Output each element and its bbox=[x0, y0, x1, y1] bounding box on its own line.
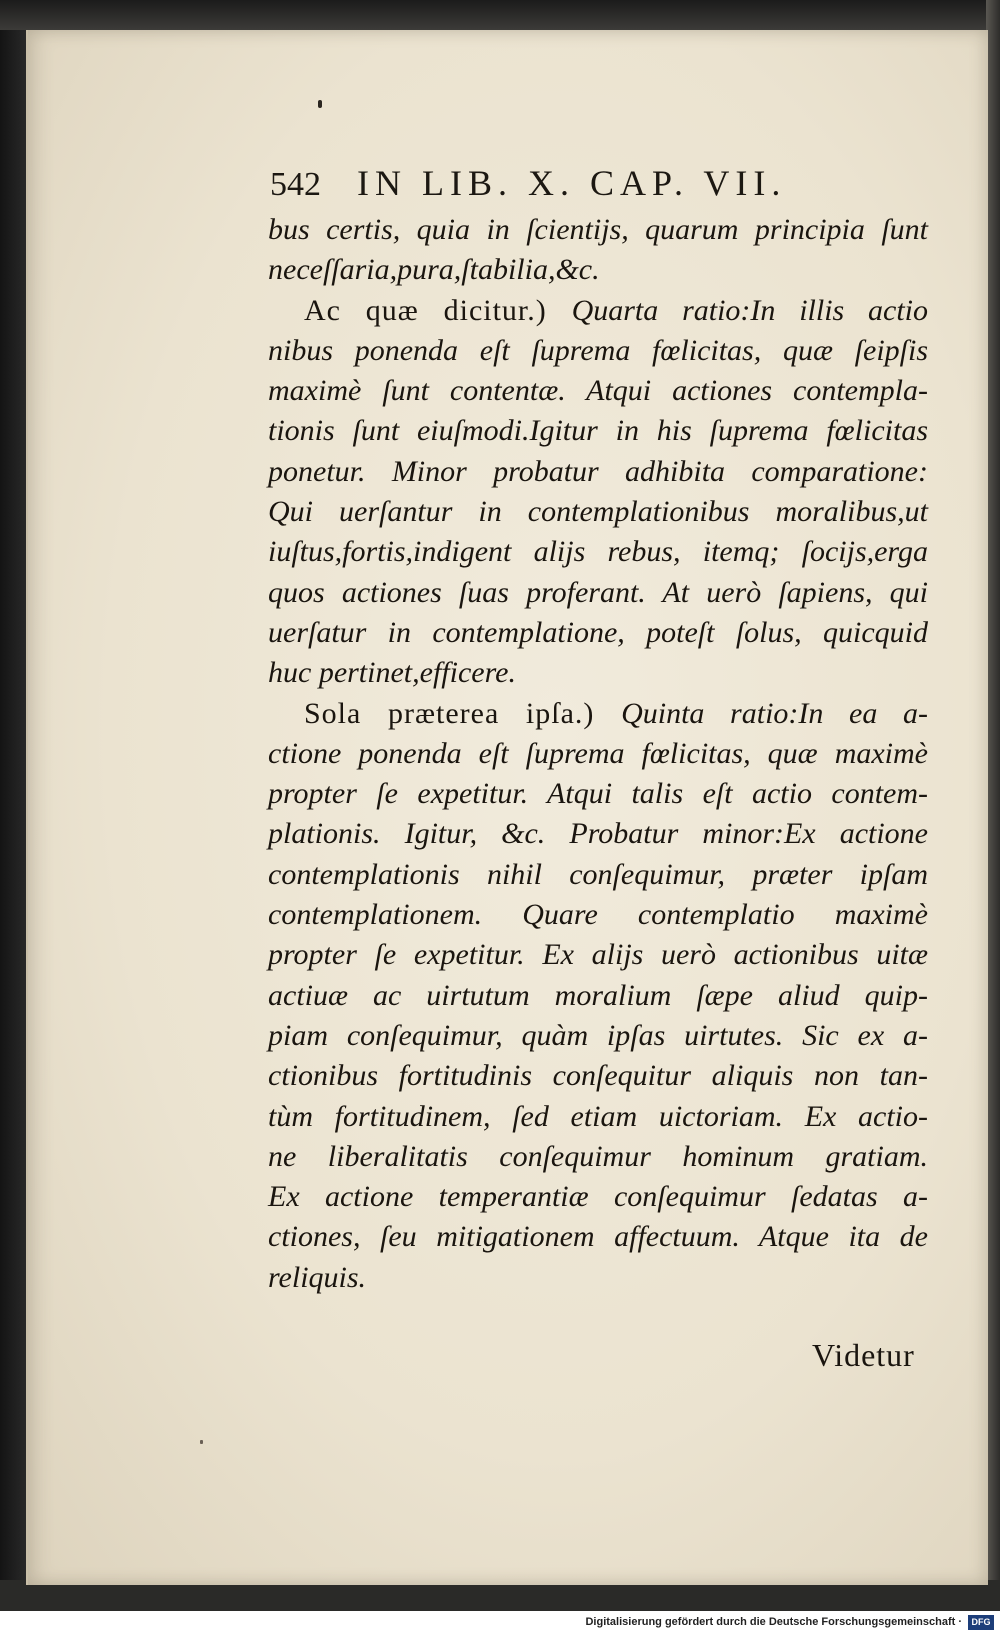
text-line bbox=[268, 331, 928, 371]
line-text: contemplationis nihil conſequimur, præter ipſam bbox=[268, 857, 928, 891]
line-text: propter ſe expetitur. Ex alijs uerò actionibus uitæ bbox=[268, 938, 928, 972]
line-text: Ex actione temperantiæ conſequimur ſedatas a- bbox=[268, 1180, 928, 1214]
line-text: neceſſaria,pura,ſtabilia,&c. bbox=[268, 253, 600, 287]
line-text: contemplationem. Quare contemplatio maximè bbox=[268, 898, 928, 932]
text-line bbox=[268, 1056, 928, 1096]
text-line bbox=[268, 734, 928, 774]
text-line bbox=[268, 492, 928, 532]
line-text: Qui uerſantur in contemplationibus moralibus,ut bbox=[268, 495, 928, 529]
text-line bbox=[268, 653, 928, 693]
text-line bbox=[268, 1217, 928, 1257]
line-text: reliquis. bbox=[268, 1260, 367, 1294]
text-line bbox=[268, 532, 928, 572]
line-text: propter ſe expetitur. Atqui talis eſt actio contem- bbox=[268, 777, 928, 811]
text-line bbox=[268, 1258, 928, 1298]
text-line bbox=[268, 613, 928, 653]
line-text: tùm fortitudinem, ſed etiam uictoriam. Ex actio- bbox=[268, 1099, 928, 1133]
line-text: ponetur. Minor probatur adhibita comparatione: bbox=[268, 454, 928, 488]
text-line bbox=[268, 895, 928, 935]
funding-notice: Digitalisierung gefördert durch die Deutsche Forschungsgemeinschaft · bbox=[585, 1616, 962, 1628]
line-text: ctionibus fortitudinis conſequitur aliquis non tan- bbox=[268, 1059, 928, 1093]
line-text: huc pertinet,efficere. bbox=[268, 656, 516, 690]
lemma-text: Sola præterea ipſa.) bbox=[304, 696, 622, 730]
text-line bbox=[268, 291, 928, 331]
digitization-footer bbox=[0, 1611, 1000, 1635]
line-text: nibus ponenda eſt ſuprema fœlicitas, quæ ſeipſis bbox=[268, 333, 928, 367]
text-line bbox=[268, 411, 928, 451]
catchword: Videtur bbox=[812, 1337, 915, 1373]
line-text: ctiones, ſeu mitigationem affectuum. Atque ita de bbox=[268, 1220, 928, 1254]
lemma-text: Ac quæ dicitur.) bbox=[304, 293, 572, 327]
text-line bbox=[268, 694, 928, 734]
text-line bbox=[268, 976, 928, 1016]
text-line bbox=[268, 452, 928, 492]
line-text: actiuæ ac uirtutum moralium ſæpe aliud quip- bbox=[268, 978, 928, 1012]
page-number: 542 bbox=[270, 166, 321, 203]
text-line bbox=[268, 814, 928, 854]
text-line bbox=[268, 1177, 928, 1217]
text-line bbox=[268, 855, 928, 895]
text-line bbox=[268, 210, 928, 250]
text-line bbox=[268, 774, 928, 814]
text-line bbox=[268, 1016, 928, 1056]
line-text: uerſatur in contemplatione, poteſt ſolus, quicquid bbox=[268, 615, 928, 649]
text-line bbox=[268, 1097, 928, 1137]
line-text: tionis ſunt eiuſmodi.Igitur in his ſuprema fœlicitas bbox=[268, 414, 928, 448]
text-line bbox=[268, 371, 928, 411]
line-text: ne liberalitatis conſequimur hominum gratiam. bbox=[268, 1139, 928, 1173]
running-header bbox=[270, 162, 870, 204]
line-text: quos actiones ſuas proferant. At uerò ſapiens, qui bbox=[268, 575, 928, 609]
text-line bbox=[268, 573, 928, 613]
text-line bbox=[268, 1137, 928, 1177]
running-title: IN LIB. X. CAP. VII. bbox=[357, 163, 787, 203]
scan-top-border bbox=[0, 0, 1000, 30]
text-line bbox=[268, 250, 928, 290]
line-text: bus certis, quia in ſcientijs, quarum principia ſunt bbox=[268, 213, 928, 246]
line-text: Quinta ratio:In ea a- bbox=[621, 696, 928, 730]
line-text: Quarta ratio:In illis actio bbox=[571, 293, 929, 327]
ink-speck bbox=[318, 100, 322, 108]
dfg-logo: DFG bbox=[968, 1615, 994, 1630]
line-text: plationis. Igitur, &c. Probatur minor:Ex actione bbox=[268, 817, 928, 851]
scan-right-border bbox=[986, 0, 1000, 1600]
line-text: maximè ſunt contentæ. Atqui actiones contempla- bbox=[268, 374, 928, 408]
line-text: piam conſequimur, quàm ipſas uirtutes. Sic ex a- bbox=[268, 1018, 928, 1052]
line-text: iuſtus,fortis,indigent alijs rebus, itemq; ſocijs,erga bbox=[268, 535, 928, 569]
body-text bbox=[268, 210, 928, 1298]
text-line bbox=[268, 935, 928, 975]
ink-speck-lower bbox=[200, 1440, 203, 1444]
line-text: ctione ponenda eſt ſuprema fœlicitas, quæ maximè bbox=[268, 736, 928, 770]
